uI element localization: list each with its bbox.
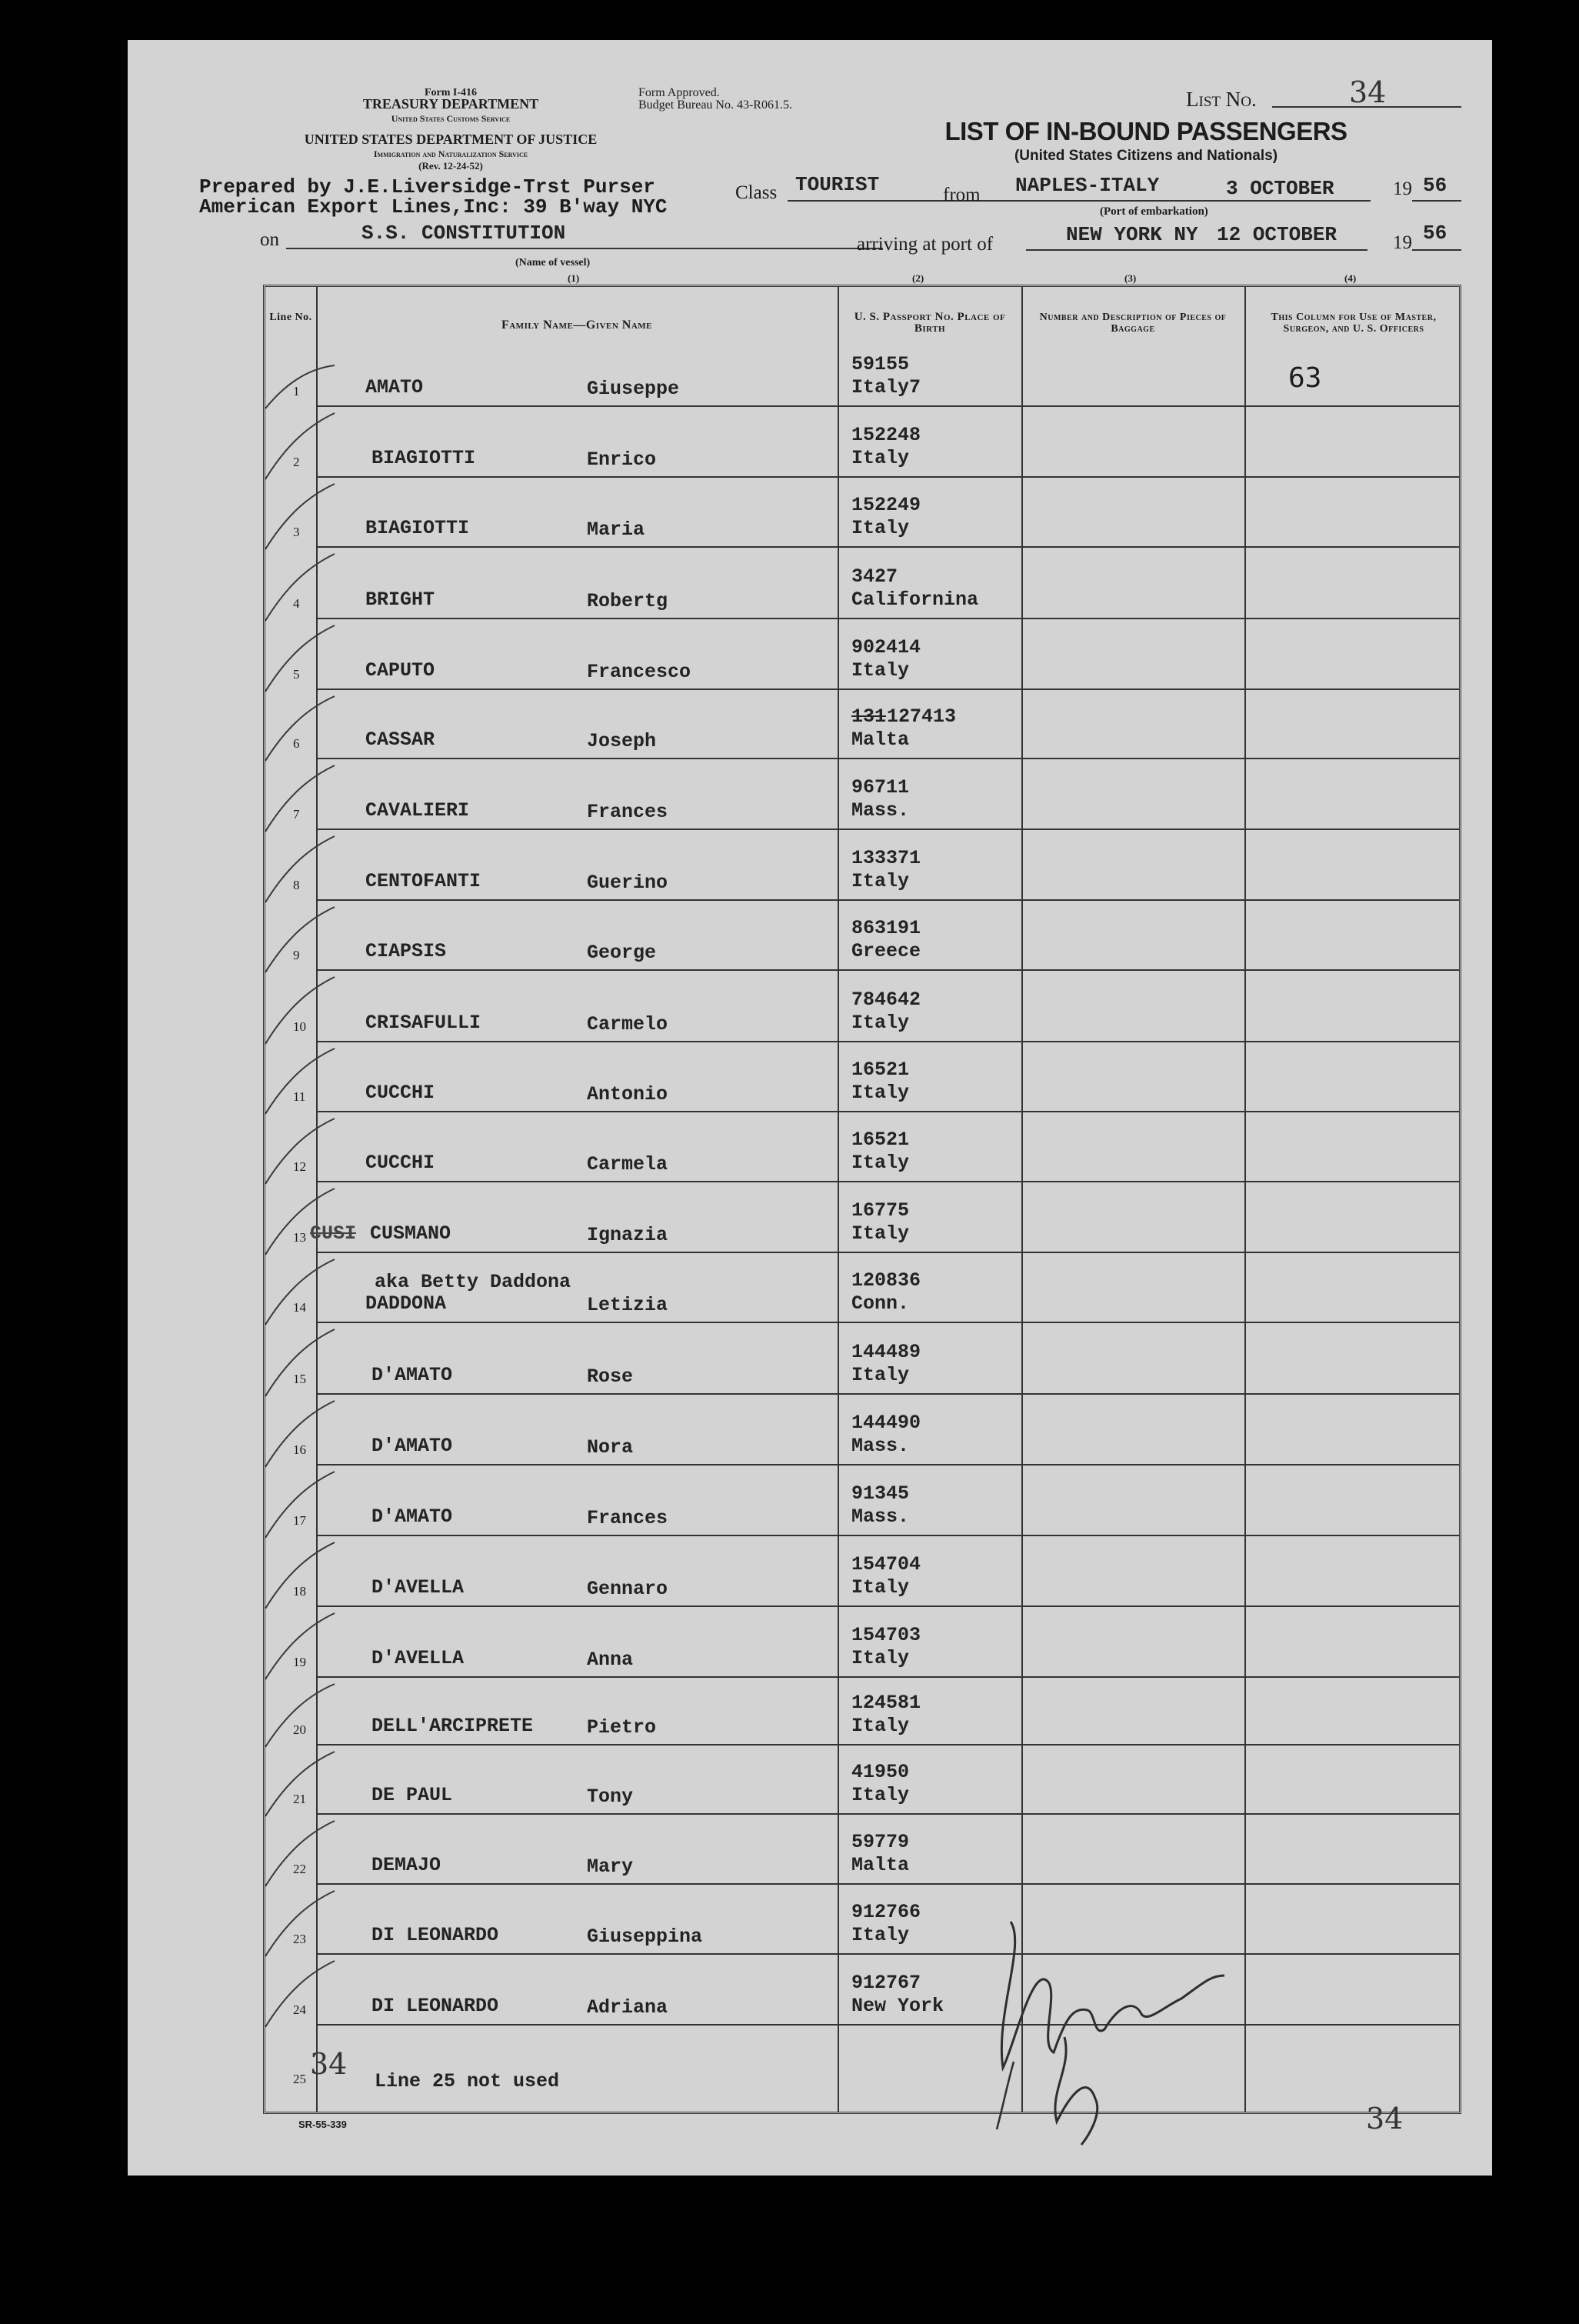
given-name: Carmelo [587, 1013, 668, 1035]
col-num-2: (2) [912, 272, 924, 284]
line-number: 13 [293, 1230, 306, 1245]
passport-number: 144490 [851, 1412, 921, 1434]
birth-place: Malta [851, 729, 910, 751]
line-number: 12 [293, 1159, 306, 1174]
family-name: D'AMATO [371, 1364, 453, 1386]
line-number: 10 [293, 1019, 306, 1034]
list-no-value: 34 [1349, 75, 1387, 109]
passport-number: 127413 [887, 705, 957, 728]
table-row [265, 759, 1459, 830]
given-name: Francesco [587, 661, 691, 683]
passport-number: 41950 [851, 1761, 910, 1783]
given-name: Ignazia [587, 1224, 668, 1246]
birth-place: Italy [851, 447, 910, 469]
family-name: DELL'ARCIPRETE [371, 1715, 534, 1737]
table-row [265, 1395, 1459, 1465]
col-header-line-no: Line No. [269, 312, 312, 323]
birth-place: Conn. [851, 1292, 910, 1315]
birth-place: Italy [851, 1715, 910, 1737]
table-row [265, 353, 1459, 407]
given-name: George [587, 942, 657, 964]
table-row [265, 1607, 1459, 1678]
given-name: Rose [587, 1365, 634, 1388]
passport-number: 863191 [851, 917, 921, 939]
birth-place: Italy [851, 659, 910, 682]
given-name: Robertg [587, 590, 668, 612]
from-year: 56 [1423, 174, 1447, 197]
vessel-underline [286, 248, 883, 249]
col-num-1: (1) [568, 272, 580, 284]
list-no-label: List No. [1186, 88, 1257, 111]
line-number: 7 [293, 807, 300, 822]
line-number: 5 [293, 667, 300, 682]
form-approved: Form Approved. [638, 86, 720, 99]
check-mark [258, 1947, 342, 2033]
line-number: 8 [293, 878, 300, 892]
family-name: BRIGHT [365, 589, 435, 611]
line-number: 15 [293, 1372, 306, 1386]
given-name: Anna [587, 1649, 634, 1671]
line-number: 23 [293, 1932, 306, 1946]
arrival-year-prefix: 19 [1393, 232, 1412, 253]
passport-number: 124581 [851, 1692, 921, 1714]
from-underline [994, 200, 1371, 202]
family-name: DE PAUL [371, 1784, 453, 1806]
line-number: 11 [293, 1089, 306, 1104]
passport-number: 3427 [851, 565, 898, 588]
revision-date: (Rev. 12-24-52) [418, 160, 483, 172]
from-year-underline [1412, 200, 1461, 202]
passport-number: 154703 [851, 1624, 921, 1646]
class-value: TOURIST [795, 173, 880, 196]
family-name: D'AVELLA [371, 1576, 465, 1599]
from-year-prefix: 19 [1393, 178, 1412, 199]
given-name: Maria [587, 518, 645, 541]
unused-line-note: Line 25 not used [375, 2070, 560, 2092]
birth-place: Italy [851, 1082, 910, 1104]
table-row [265, 2026, 1459, 2095]
table-row [265, 407, 1459, 478]
passenger-table [263, 285, 1461, 2114]
birth-place: New York [851, 1995, 944, 2017]
passport-number: 120836 [851, 1269, 921, 1292]
port-embark-note: (Port of embarkation) [1100, 205, 1208, 218]
birth-place: Italy7 [851, 376, 921, 398]
table-row [265, 1536, 1459, 1607]
given-name: Adriana [587, 1996, 668, 2019]
passport-number: 144489 [851, 1341, 921, 1363]
birth-place: Italy [851, 1647, 910, 1669]
passport-number: 16521 [851, 1129, 910, 1151]
table-row [265, 690, 1459, 759]
budget-bureau: Budget Bureau No. 43-R061.5. [638, 98, 792, 112]
passport-number: 133371 [851, 847, 921, 869]
family-name: DI LEONARDO [371, 1924, 499, 1946]
line-number: 19 [293, 1655, 306, 1669]
from-date: 3 OCTOBER [1226, 177, 1334, 200]
prepared-by-line2: American Export Lines,Inc: 39 B'way NYC [199, 195, 668, 218]
passport-number: 152248 [851, 424, 921, 446]
line-number: 1 [293, 384, 300, 398]
line-number: 14 [293, 1300, 306, 1315]
passport-number: 154704 [851, 1553, 921, 1575]
line-number: 22 [293, 1862, 306, 1876]
table-row [265, 830, 1459, 901]
table-row [265, 1112, 1459, 1182]
passport-number: 912767 [851, 1972, 921, 1994]
table-row [265, 619, 1459, 690]
family-name: CUCCHI [365, 1082, 435, 1104]
table-row [265, 901, 1459, 971]
birth-place: Italy [851, 1784, 910, 1806]
family-name: CUSMANO [370, 1222, 451, 1245]
line-number: 25 [293, 2072, 306, 2086]
family-name: DEMAJO [371, 1854, 441, 1876]
family-name: BIAGIOTTI [371, 447, 476, 469]
family-name: D'AMATO [371, 1505, 453, 1528]
given-name: Pietro [587, 1716, 657, 1739]
birth-place: Italy [851, 1924, 910, 1946]
ins-service: Immigration and Naturalization Service [373, 148, 528, 159]
family-name: D'AMATO [371, 1435, 453, 1457]
table-row [265, 478, 1459, 548]
family-name: CAVALIERI [365, 799, 470, 822]
given-name: Frances [587, 1507, 668, 1529]
birth-place: Malta [851, 1854, 910, 1876]
given-name: Joseph [587, 730, 657, 752]
arrival-year-underline [1412, 249, 1461, 251]
arrival-year: 56 [1423, 222, 1447, 245]
manifest-sheet [128, 40, 1492, 2176]
handwritten-mark: 34 [310, 2047, 348, 2081]
table-row [265, 1182, 1459, 1253]
passport-number-struck: 131 [851, 705, 887, 728]
passport-number: 902414 [851, 636, 921, 659]
table-row [265, 1746, 1459, 1815]
family-name: CAPUTO [365, 659, 435, 682]
line-number: 6 [293, 736, 300, 751]
signature-scribble [980, 1891, 1272, 2168]
passport-number: 91345 [851, 1482, 910, 1505]
birth-place: Mass. [851, 1435, 910, 1457]
vessel-note: (Name of vessel) [515, 257, 591, 268]
family-name: CASSAR [365, 729, 435, 751]
family-name: CRISAFULLI [365, 1012, 481, 1034]
officer-mark: 63 [1288, 362, 1322, 394]
line-number: 16 [293, 1442, 306, 1457]
given-name: Giuseppina [587, 1926, 703, 1948]
line-number: 24 [293, 2002, 306, 2017]
family-name-struck: CUSI [310, 1222, 357, 1245]
passport-number: 96711 [851, 776, 910, 799]
given-name: Mary [587, 1856, 634, 1878]
given-name: Enrico [587, 448, 657, 471]
birth-place: Italy [851, 1012, 910, 1034]
table-row [265, 1678, 1459, 1746]
given-name: Gennaro [587, 1578, 668, 1600]
class-label: Class [735, 182, 778, 203]
given-name: Antonio [587, 1083, 668, 1105]
birth-place: Greece [851, 940, 921, 962]
birth-place: Italy [851, 1364, 910, 1386]
family-name: AMATO [365, 376, 424, 398]
family-name: DADDONA [365, 1292, 447, 1315]
line-number: 2 [293, 455, 300, 469]
arriving-label: arriving at port of [857, 234, 994, 255]
col-num-3: (3) [1124, 272, 1137, 284]
line-number: 18 [293, 1584, 306, 1599]
col-header-officers: This Column for Use of Master, Surgeon, and U. S. Officers [1271, 312, 1437, 335]
arrival-date: 12 OCTOBER [1217, 223, 1337, 246]
given-name: Carmela [587, 1153, 668, 1175]
table-row [265, 1323, 1459, 1395]
birth-place: Mass. [851, 799, 910, 822]
col-header-passport: U. S. Passport No. Place of Birth [854, 311, 1006, 335]
family-name: D'AVELLA [371, 1647, 465, 1669]
passport-number: 59155 [851, 353, 910, 375]
line-number: 20 [293, 1722, 306, 1737]
birth-place: Italy [851, 1152, 910, 1174]
birth-place: Californina [851, 589, 979, 611]
line-number: 21 [293, 1792, 306, 1806]
line-number: 17 [293, 1513, 306, 1528]
table-row [265, 971, 1459, 1042]
line-number: 3 [293, 525, 300, 539]
family-name: CIAPSIS [365, 940, 447, 962]
family-name: CENTOFANTI [365, 870, 481, 892]
passport-number: 152249 [851, 494, 921, 516]
on-label: on [260, 229, 279, 250]
line-number: 4 [293, 596, 300, 611]
family-name: BIAGIOTTI [365, 517, 470, 539]
from-label: from [943, 185, 981, 205]
table-row [265, 1815, 1459, 1885]
birth-place: Italy [851, 1576, 910, 1599]
aka-name: aka Betty Daddona [375, 1271, 571, 1293]
table-row [265, 548, 1459, 619]
family-name: CUCCHI [365, 1152, 435, 1174]
arrival-port: NEW YORK NY [1066, 223, 1198, 246]
given-name: Frances [587, 801, 668, 823]
birth-place: Italy [851, 1222, 910, 1245]
from-port: NAPLES-ITALY [1015, 174, 1160, 197]
treasury-dept: TREASURY DEPARTMENT [362, 96, 539, 112]
arrival-underline [1026, 249, 1367, 251]
given-name: Giuseppe [587, 378, 680, 400]
given-name: Guerino [587, 872, 668, 894]
table-row [265, 1465, 1459, 1536]
vessel-name: S.S. CONSTITUTION [361, 222, 566, 245]
document-title: LIST OF IN-BOUND PASSENGERS [944, 117, 1347, 145]
col-header-name: Family Name—Given Name [501, 318, 653, 332]
footer-code: SR-55-339 [298, 2119, 347, 2130]
justice-dept: UNITED STATES DEPARTMENT OF JUSTICE [304, 132, 598, 147]
passport-number: 784642 [851, 989, 921, 1011]
prepared-by-line1: Prepared by J.E.Liversidge-Trst Purser [199, 175, 655, 198]
document-subtitle: (United States Citizens and Nationals) [1014, 148, 1278, 164]
table-row [265, 1885, 1459, 1955]
passport-number: 912766 [851, 1901, 921, 1923]
given-name: Nora [587, 1436, 634, 1459]
table-row [265, 1042, 1459, 1112]
line-number: 9 [293, 948, 300, 962]
family-name: DI LEONARDO [371, 1995, 499, 2017]
given-name: Tony [587, 1786, 634, 1808]
birth-place: Mass. [851, 1505, 910, 1528]
passport-number: 16521 [851, 1059, 910, 1081]
footer-page-number: 34 [1366, 2102, 1404, 2136]
table-row [265, 1253, 1459, 1323]
customs-service: United States Customs Service [391, 113, 511, 124]
given-name: Letizia [587, 1294, 668, 1316]
birth-place: Italy [851, 870, 910, 892]
birth-place: Italy [851, 517, 910, 539]
table-row [265, 1955, 1459, 2026]
form-number: Form I-416 [424, 87, 478, 98]
col-num-4: (4) [1344, 272, 1357, 284]
col-header-baggage: Number and Description of Pieces of Baggage [1039, 312, 1227, 335]
passport-number: 59779 [851, 1831, 910, 1853]
passport-number: 16775 [851, 1199, 910, 1222]
